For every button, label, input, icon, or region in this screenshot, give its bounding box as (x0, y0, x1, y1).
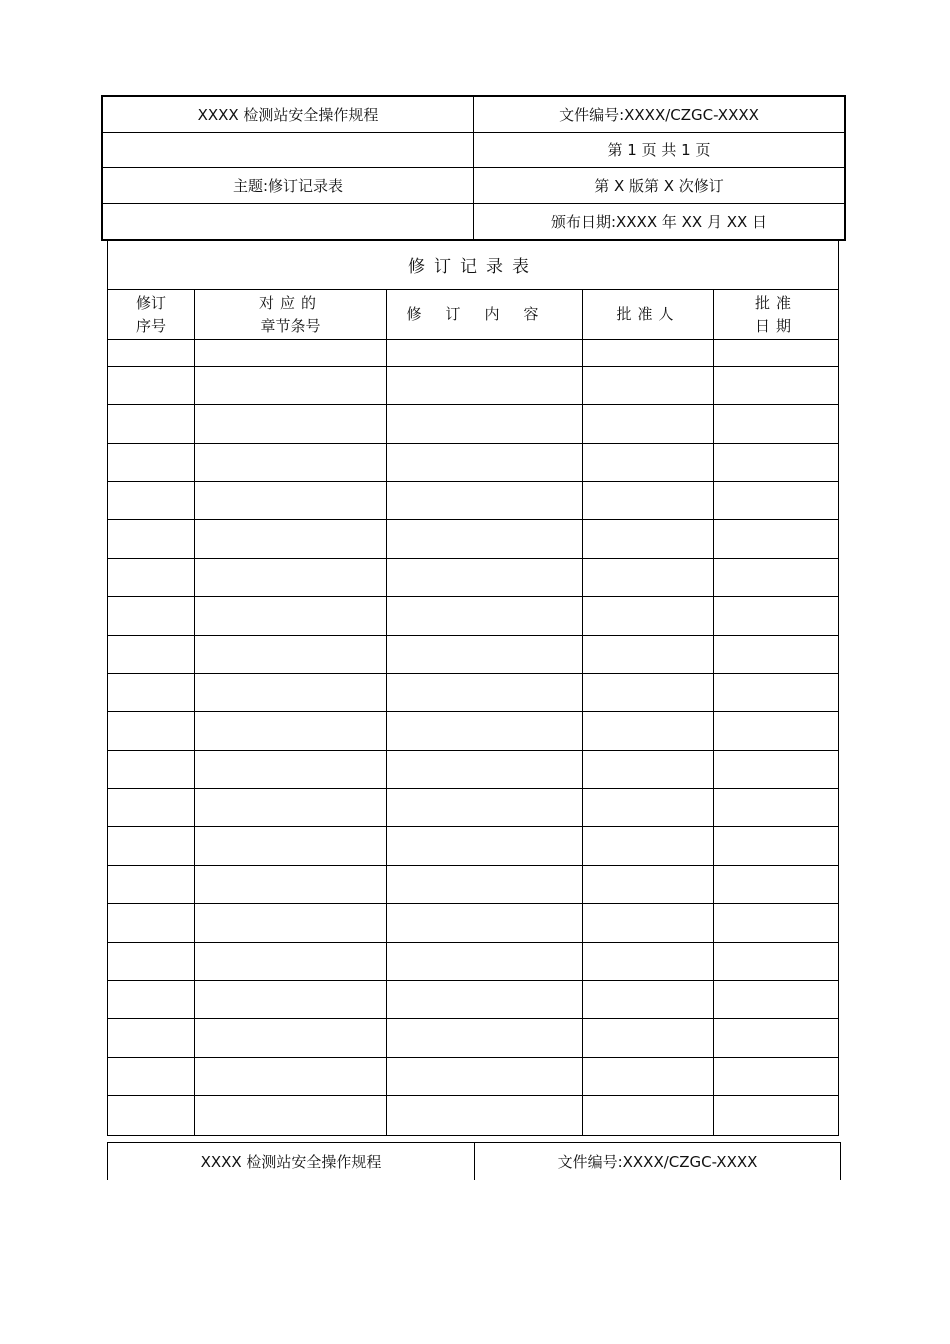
table-cell (714, 405, 838, 443)
header-row-3 (103, 168, 844, 204)
table-cell (387, 712, 583, 750)
table-cell (195, 636, 387, 674)
table-cell (387, 405, 583, 443)
table-cell (195, 866, 387, 904)
table-cell (714, 866, 838, 904)
table-cell (387, 636, 583, 674)
table-cell (583, 559, 714, 597)
table-cell (195, 789, 387, 827)
revision-record-table (107, 239, 839, 1136)
table-cell (195, 1019, 387, 1057)
table-cell (108, 1058, 195, 1096)
column-header-seq-line1: 修订 (135, 294, 166, 312)
table-cell (714, 1096, 838, 1134)
table-cell (714, 482, 838, 520)
table-cell (583, 712, 714, 750)
table-cell (387, 444, 583, 482)
table-cell (108, 559, 195, 597)
table-cell (714, 636, 838, 674)
table-cell (195, 328, 387, 366)
table-cell (714, 981, 838, 1019)
table-cell (387, 866, 583, 904)
revision-label: 第 X 版第 X 次修订 (594, 176, 724, 195)
column-header-date-line1: 批准 (754, 294, 797, 312)
header-empty-cell (103, 133, 474, 168)
table-cell (583, 789, 714, 827)
table-cell (195, 712, 387, 750)
table-cell (108, 981, 195, 1019)
document-footer-table (107, 1142, 841, 1180)
table-cell (195, 1058, 387, 1096)
table-cell (108, 904, 195, 942)
table-cell (195, 559, 387, 597)
header-empty-cell (103, 204, 474, 240)
table-cell (108, 405, 195, 443)
column-header-seq-line2: 序号 (135, 316, 166, 335)
table-cell (108, 1019, 195, 1057)
table-cell (714, 367, 838, 405)
table-cell (108, 751, 195, 789)
table-cell (108, 444, 195, 482)
table-cell (195, 981, 387, 1019)
table-cell (714, 827, 838, 865)
table-cell (195, 827, 387, 865)
table-cell (108, 712, 195, 750)
table-cell (583, 597, 714, 635)
table-cell (195, 904, 387, 942)
table-cell (195, 482, 387, 520)
table-cell (387, 520, 583, 558)
table-cell (108, 866, 195, 904)
table-cell (714, 597, 838, 635)
record-table-title: 修订记录表 (108, 239, 838, 290)
table-cell (195, 1096, 387, 1134)
table-cell (195, 367, 387, 405)
table-cell (387, 943, 583, 981)
table-cell (387, 482, 583, 520)
table-cell (714, 789, 838, 827)
table-cell (108, 827, 195, 865)
table-cell (714, 559, 838, 597)
table-cell (387, 981, 583, 1019)
table-cell (387, 597, 583, 635)
table-cell (583, 482, 714, 520)
document-number: 文件编号:XXXX/CZGC-XXXX (559, 105, 759, 124)
table-cell (583, 328, 714, 366)
table-cell (387, 1058, 583, 1096)
table-cell (714, 943, 838, 981)
table-cell (195, 597, 387, 635)
table-cell (583, 674, 714, 712)
table-cell (583, 444, 714, 482)
table-cell (583, 367, 714, 405)
table-cell (387, 751, 583, 789)
table-cell (583, 405, 714, 443)
document-header-table (101, 95, 846, 241)
table-cell (714, 904, 838, 942)
table-cell (387, 328, 583, 366)
table-cell (714, 444, 838, 482)
table-cell (583, 904, 714, 942)
table-cell (108, 520, 195, 558)
table-cell (387, 1096, 583, 1134)
table-cell (387, 674, 583, 712)
table-cell (387, 827, 583, 865)
table-cell (108, 597, 195, 635)
table-cell (714, 520, 838, 558)
table-cell (583, 943, 714, 981)
table-cell (714, 1019, 838, 1057)
subject-label: 主题:修订记录表 (103, 168, 474, 203)
table-cell (108, 367, 195, 405)
table-cell (108, 328, 195, 366)
table-cell (195, 405, 387, 443)
table-cell (195, 520, 387, 558)
table-cell (387, 789, 583, 827)
table-cell (108, 674, 195, 712)
table-cell (714, 751, 838, 789)
procedure-title: XXXX 检测站安全操作规程 (103, 97, 474, 132)
table-cell (583, 827, 714, 865)
table-cell (387, 1019, 583, 1057)
table-cell (108, 1096, 195, 1134)
table-cell (195, 751, 387, 789)
record-grid (108, 290, 838, 1135)
column-header-section-line1: 对应的 (258, 294, 322, 312)
table-cell (714, 1058, 838, 1096)
table-cell (583, 520, 714, 558)
table-cell (108, 789, 195, 827)
table-cell (583, 1096, 714, 1134)
table-cell (583, 1058, 714, 1096)
table-cell (108, 482, 195, 520)
table-cell (583, 1019, 714, 1057)
column-header-content: 修订内容 (387, 290, 583, 340)
table-cell (387, 367, 583, 405)
header-row-2 (103, 133, 844, 169)
table-cell (387, 904, 583, 942)
table-cell (583, 751, 714, 789)
table-cell (583, 866, 714, 904)
column-header-section-line2: 章节条号 (260, 316, 321, 335)
table-cell (714, 674, 838, 712)
table-cell (195, 674, 387, 712)
table-cell (387, 559, 583, 597)
footer-document-number: 文件编号:XXXX/CZGC-XXXX (557, 1153, 758, 1171)
table-cell (714, 712, 838, 750)
table-cell (714, 328, 838, 366)
table-cell (583, 636, 714, 674)
table-cell (583, 981, 714, 1019)
header-row-1 (103, 97, 844, 133)
page-indicator: 第 1 页 共 1 页 (607, 141, 711, 160)
issue-date: 颁布日期:XXXX 年 XX 月 XX 日 (550, 212, 768, 231)
table-cell (108, 636, 195, 674)
table-cell (195, 444, 387, 482)
column-header-approver: 批准人 (583, 290, 714, 340)
column-header-date-line2: 日期 (754, 316, 797, 335)
table-cell (195, 943, 387, 981)
header-row-4 (103, 204, 844, 240)
table-cell (108, 943, 195, 981)
footer-procedure-title: XXXX 检测站安全操作规程 (108, 1143, 475, 1180)
